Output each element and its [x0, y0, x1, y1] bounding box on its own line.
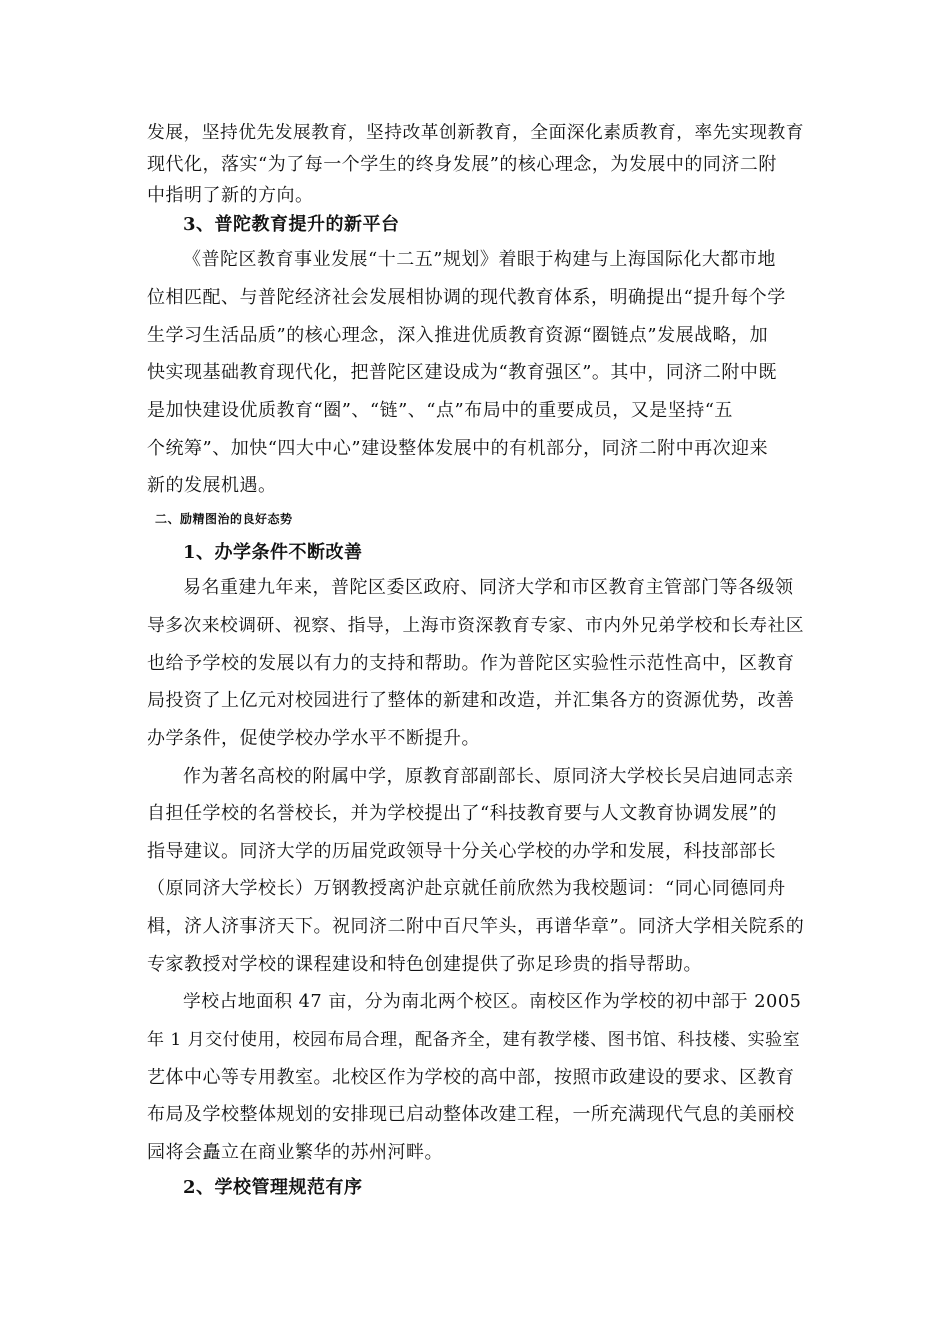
section-heading: 3、普陀教育提升的新平台: [183, 214, 400, 235]
paragraph-line: 年 1 月交付使用，校园布局合理，配备齐全，建有教学楼、图书馆、科技楼、实验室: [147, 1030, 801, 1050]
paragraph-line: 导多次来校调研、视察、指导，上海市资深教育专家、市内外兄弟学校和长寿社区: [147, 616, 805, 636]
paragraph-line: 指导建议。同济大学的历届党政领导十分关心学校的办学和发展，科技部部长: [147, 841, 776, 862]
paragraph-line: 艺体中心等专用教室。北校区作为学校的高中部，按照市政建设的要求、区教育: [147, 1067, 795, 1088]
paragraph-line: 楫，济人济事济天下。祝同济二附中百尺竿头，再谱华章”。同济大学相关院系的: [147, 916, 805, 937]
section-heading: 2、学校管理规范有序: [183, 1177, 363, 1198]
paragraph-line: 布局及学校整体规划的安排现已启动整体改建工程，一所充满现代气息的美丽校: [147, 1104, 795, 1125]
paragraph-line: 是加快建设优质教育“圈”、“链”、“点”布局中的重要成员，又是坚持“五: [147, 400, 733, 421]
paragraph-line: 局投资了上亿元对校园进行了整体的新建和改造，并汇集各方的资源优势，改善: [147, 690, 795, 711]
paragraph-line: 园将会矗立在商业繁华的苏州河畔。: [147, 1142, 443, 1163]
paragraph-line: 现代化，落实“为了每一个学生的终身发展”的核心理念，为发展中的同济二附: [147, 154, 777, 175]
paragraph-line: 新的发展机遇。: [147, 475, 277, 496]
chapter-heading: 二、励精图治的良好态势: [155, 512, 293, 526]
paragraph-line: 专家教授对学校的课程建设和特色创建提供了弥足珍贵的指导帮助。: [147, 954, 702, 975]
paragraph-line: 也给予学校的发展以有力的支持和帮助。作为普陀区实验性示范性高中，区教育: [147, 653, 795, 674]
section-heading: 1、办学条件不断改善: [183, 542, 363, 563]
paragraph-line: 位相匹配、与普陀经济社会发展相协调的现代教育体系，明确提出“提升每个学: [147, 287, 786, 308]
paragraph-line: 易名重建九年来，普陀区委区政府、同济大学和市区教育主管部门等各级领: [183, 577, 794, 598]
paragraph-line: 学校占地面积 47 亩，分为南北两个校区。南校区作为学校的初中部于 2005: [183, 992, 802, 1012]
paragraph-line: 发展，坚持优先发展教育，坚持改革创新教育，全面深化素质教育，率先实现教育: [147, 123, 805, 143]
paragraph-line: 《普陀区教育事业发展“十二五”规划》着眼于构建与上海国际化大都市地: [183, 249, 776, 270]
paragraph-line: 办学条件，促使学校办学水平不断提升。: [147, 728, 480, 749]
paragraph-line: 自担任学校的名誉校长，并为学校提出了“科技教育要与人文教育协调发展”的: [147, 803, 777, 824]
paragraph-line: 中指明了新的方向。: [147, 185, 314, 206]
paragraph-line: （原同济大学校长）万钢教授离沪赴京就任前欣然为我校题词：“同心同德同舟: [147, 878, 786, 899]
paragraph-line: 个统筹”、加快“四大中心”建设整体发展中的有机部分，同济二附中再次迎来: [147, 438, 769, 459]
paragraph-line: 快实现基础教育现代化，把普陀区建设成为“教育强区”。其中，同济二附中既: [147, 362, 777, 383]
paragraph-line: 作为著名高校的附属中学，原教育部副部长、原同济大学校长吴启迪同志亲: [183, 766, 794, 787]
paragraph-line: 生学习生活品质”的核心理念，深入推进优质教育资源“圈链点”发展战略，加: [147, 325, 769, 346]
